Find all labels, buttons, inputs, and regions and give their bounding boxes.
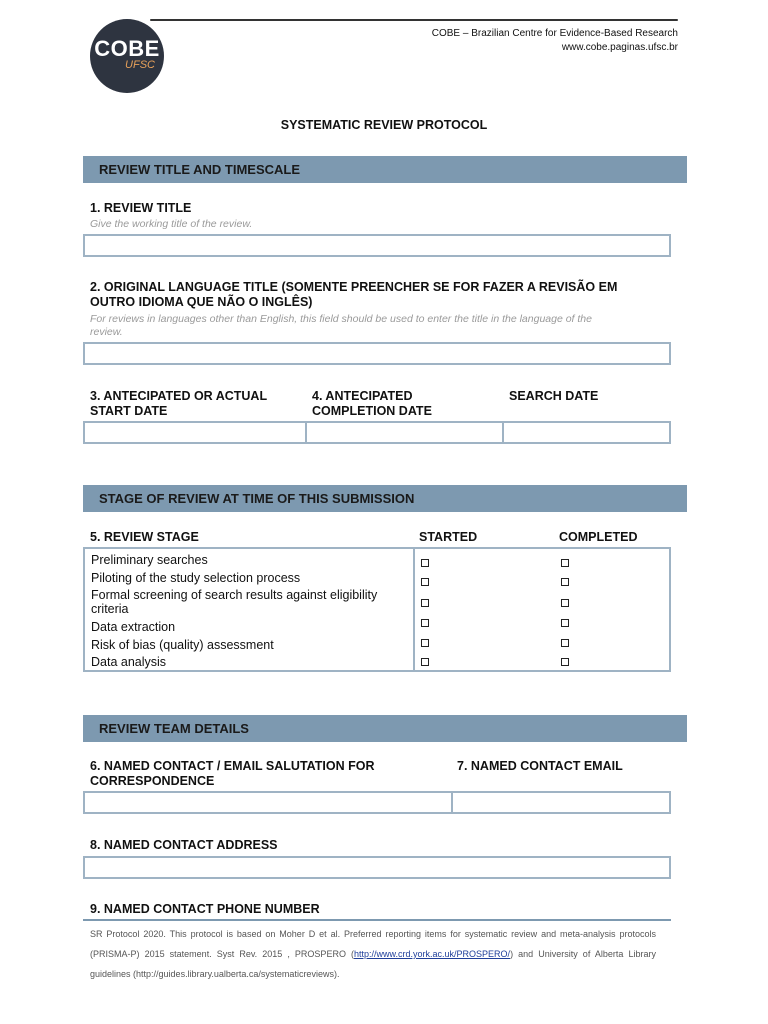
stage-row-label: Data extraction (91, 620, 176, 634)
column-divider (413, 549, 415, 670)
started-checkbox[interactable] (421, 559, 429, 567)
contact-address-label: 8. NAMED CONTACT ADDRESS (90, 838, 278, 852)
prospero-link[interactable]: http://www.crd.york.ac.uk/PROSPERO/ (354, 949, 511, 959)
organization-info (432, 27, 678, 55)
completed-checkbox[interactable] (561, 559, 569, 567)
contact-email-label: 7. NAMED CONTACT EMAIL (457, 759, 623, 773)
completed-checkbox[interactable] (561, 578, 569, 586)
completed-checkbox[interactable] (561, 619, 569, 627)
started-checkbox[interactable] (421, 639, 429, 647)
completion-date-field[interactable] (306, 423, 501, 442)
completion-date-label: 4. ANTECIPATED COMPLETION DATE (312, 389, 432, 418)
started-checkbox[interactable] (421, 619, 429, 627)
named-contact-field[interactable] (85, 793, 449, 812)
section-title: REVIEW TEAM DETAILS (99, 721, 249, 736)
started-checkbox[interactable] (421, 658, 429, 666)
logo-text: COBE (94, 36, 160, 61)
stage-row-label: Preliminary searches (91, 553, 208, 567)
section-header-stage (83, 485, 687, 512)
header-rule (150, 19, 678, 21)
contact-email-field[interactable] (453, 793, 669, 812)
original-language-title-field[interactable] (83, 342, 671, 365)
review-title-label: 1. REVIEW TITLE (90, 201, 192, 215)
section-title: STAGE OF REVIEW AT TIME OF THIS SUBMISSION (99, 491, 415, 506)
started-column-header: STARTED (419, 530, 478, 544)
completed-column-header: COMPLETED (559, 530, 638, 544)
search-date-field[interactable] (503, 423, 669, 442)
start-date-field[interactable] (85, 423, 304, 442)
footer-rule (83, 919, 671, 921)
review-stage-table (83, 547, 671, 672)
completed-checkbox[interactable] (561, 639, 569, 647)
section-header-timescale (83, 156, 687, 183)
contact-address-field[interactable] (83, 856, 671, 879)
logo-subtext: UFSC (125, 59, 155, 71)
original-language-title-label: 2. ORIGINAL LANGUAGE TITLE (SOMENTE PREENCHER SE FOR FAZER A REVISÃO EM OUTRO IDIOMA QUE NÃO O INGLÊS) (90, 280, 618, 309)
stage-row-label: Risk of bias (quality) assessment (91, 638, 274, 652)
organization-name: COBE – Brazilian Centre for Evidence-Based Research (431, 28, 678, 39)
named-contact-label: 6. NAMED CONTACT / EMAIL SALUTATION FOR CORRESPONDENCE (90, 759, 375, 788)
original-language-title-hint: For reviews in languages other than English, this field should be used to enter the title in the language of the review. (90, 313, 592, 338)
organization-url: www.cobe.paginas.ufsc.br (561, 42, 678, 53)
search-date-label: SEARCH DATE (509, 389, 599, 403)
review-title-hint: Give the working title of the review. (90, 218, 253, 230)
start-date-label: 3. ANTECIPATED OR ACTUAL START DATE (90, 389, 268, 418)
contact-phone-label: 9. NAMED CONTACT PHONE NUMBER (90, 902, 320, 916)
completed-checkbox[interactable] (561, 658, 569, 666)
stage-row-label: Data analysis (91, 655, 167, 669)
review-title-field[interactable] (83, 234, 671, 257)
footer-note: SR Protocol 2020. This protocol is based on Moher D et al. Preferred reporting items for systematic review and meta-analysis protocols (PRISMA-P) 2015 statement. Syst Rev. 2015 , PROSPERO (http://www.crd.york.ac.uk/PROSPERO/) and University of Alberta Library guidelines (http://guides.library.ualberta.ca/systematicreviews). (90, 929, 656, 979)
document-title: SYSTEMATIC REVIEW PROTOCOL (280, 118, 488, 132)
review-stage-label: 5. REVIEW STAGE (90, 530, 199, 544)
started-checkbox[interactable] (421, 599, 429, 607)
stage-row-label: Piloting of the study selection process (91, 571, 301, 585)
section-title: REVIEW TITLE AND TIMESCALE (99, 162, 301, 177)
stage-row-label: Formal screening of search results against eligibility criteria (91, 588, 378, 616)
section-header-team (83, 715, 687, 742)
started-checkbox[interactable] (421, 578, 429, 586)
cobe-logo (90, 19, 164, 93)
completed-checkbox[interactable] (561, 599, 569, 607)
